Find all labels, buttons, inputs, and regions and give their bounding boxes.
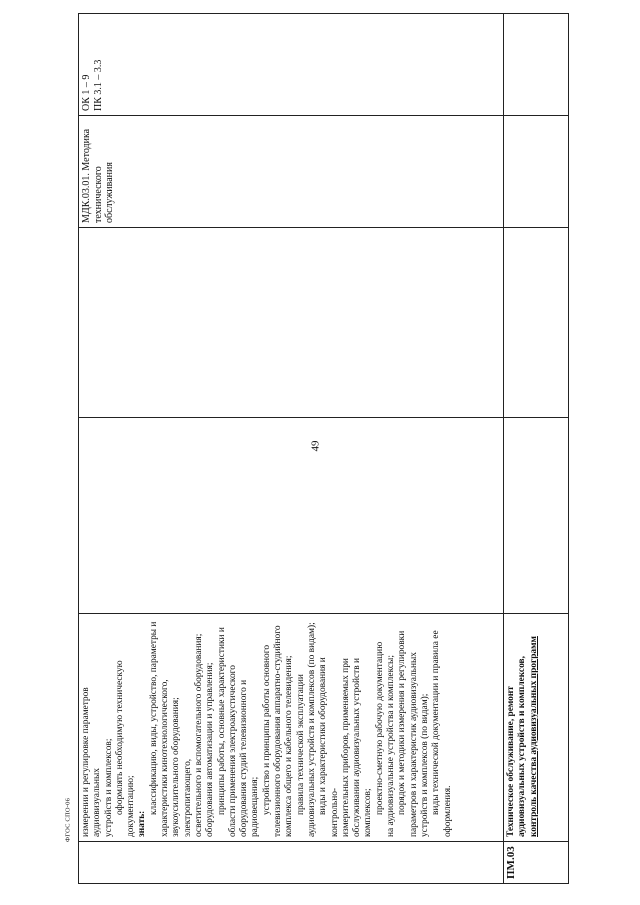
footer-standard-label: ФГОС СПО-06 xyxy=(64,797,72,843)
row1-code-cell xyxy=(79,842,504,884)
row2-code-cell: ПМ.03 xyxy=(504,842,569,884)
content-line: обслуживании аудиовизуальных устройств и xyxy=(352,657,363,837)
content-line: характеристики кинотехнологического, xyxy=(160,679,171,837)
competency-pk: ПК 3.1 – 3.3 xyxy=(92,59,104,111)
content-line: знать: xyxy=(137,810,148,837)
content-line: комплекса общего и кабельного телевидения; xyxy=(284,655,295,837)
content-line: виды технической документации и правила ее xyxy=(431,630,442,815)
page-number: 49 xyxy=(309,440,322,452)
content-line: правила технической эксплуатации xyxy=(295,674,306,815)
row1-col3-cell xyxy=(79,418,504,614)
row2-col4-cell xyxy=(504,228,569,418)
row2-col6-cell xyxy=(504,14,569,116)
competency-ok: ОК 1 – 9 xyxy=(81,74,92,111)
content-line: устройств и комплексов (по видам); xyxy=(419,693,430,837)
row1-col4-cell xyxy=(79,228,504,418)
content-line: устройство и принципы работы основного xyxy=(261,644,272,815)
content-line: измерительных приборов, применяемых при xyxy=(340,658,351,837)
content-line: комплексов; xyxy=(363,788,374,837)
row1-course-cell: МДК.03.01. Методика технического обслуживания xyxy=(79,116,504,228)
content-line: осветительного и вспомогательного оборудования; xyxy=(193,633,204,837)
content-line: проектно-сметную рабочую документацию xyxy=(374,641,385,815)
content-line: устройств и комплексов; xyxy=(103,738,114,837)
content-line: измерении и регулировке параметров аудиовизуальных xyxy=(81,687,103,837)
content-line: виды и характеристики оборудования и контрольно- xyxy=(318,657,340,837)
content-line: документацию; xyxy=(126,775,137,837)
document-table-rotated xyxy=(78,14,568,884)
content-line: оформления. xyxy=(442,785,453,837)
module-title-part2: контроль качества аудиовизуальных программ xyxy=(528,636,539,837)
content-line: порядок и методики измерения и регулировки xyxy=(397,630,408,815)
table-row xyxy=(79,14,504,884)
content-line: классификацию, виды, устройство, параметры и xyxy=(148,621,159,815)
content-line: области применения электроакустического xyxy=(227,665,238,837)
content-line: телевизионного оборудования аппаратно-студийного xyxy=(273,625,284,837)
curriculum-table xyxy=(78,13,569,884)
content-line: оборудования студий телевизионного и радиовещания; xyxy=(239,679,261,837)
row1-content-cell xyxy=(79,614,504,842)
content-line: на аудиовизуальные устройства и комплексы; xyxy=(386,655,397,837)
content-line: оборудования автоматизации и управления; xyxy=(205,662,216,837)
row1-content-lines xyxy=(81,618,454,837)
content-line: звукоусилительного оборудования; электропитающего, xyxy=(171,697,193,837)
content-line: принципы работы, основные характеристики и xyxy=(216,627,227,815)
row2-col3-cell xyxy=(504,418,569,614)
row1-competency-cell xyxy=(79,14,504,116)
row2-title-cell xyxy=(504,614,569,842)
row2-col5-cell xyxy=(504,116,569,228)
module-title-part1: Техническое обслуживание, ремонт аудиовизуальных устройств и комплексов, xyxy=(506,656,528,837)
content-line: оформлять необходимую техническую xyxy=(114,660,125,815)
table-row xyxy=(504,14,569,884)
content-line: аудиовизуальных устройств и комплексов (по видам); xyxy=(306,622,317,837)
content-line: параметров и характеристик аудиовизуальных xyxy=(408,652,419,837)
